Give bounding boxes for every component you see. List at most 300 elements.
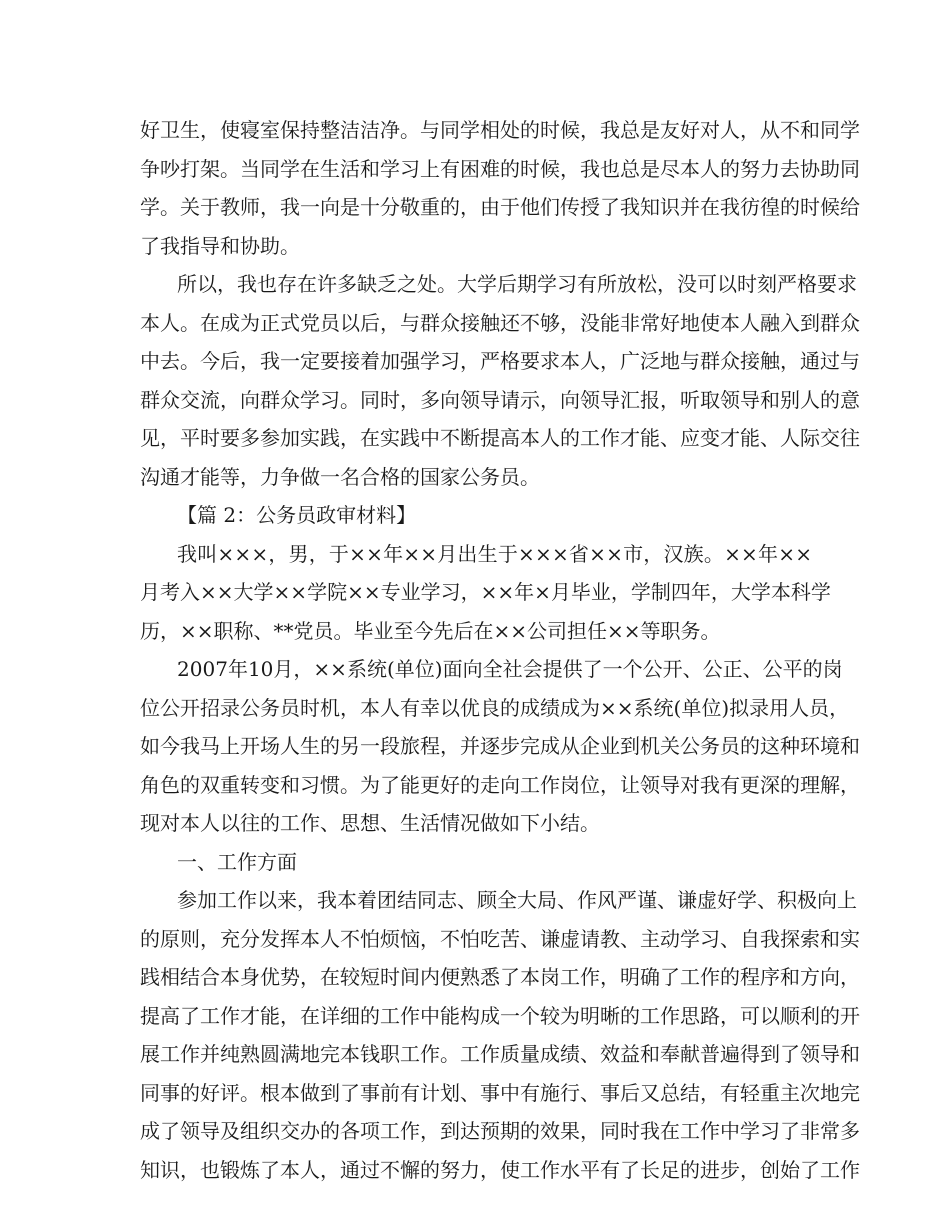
- glyph: 学: [810, 580, 831, 604]
- glyph: ×: [589, 541, 606, 566]
- glyph: 学: [420, 349, 440, 373]
- glyph: 格: [797, 272, 817, 296]
- glyph: 挥: [280, 926, 300, 951]
- glyph: 的: [740, 734, 760, 758]
- glyph: 的: [720, 156, 740, 181]
- glyph: 领: [580, 387, 600, 412]
- glyph: 间: [400, 965, 420, 989]
- glyph: ×: [497, 580, 515, 604]
- glyph: 和: [840, 1042, 860, 1066]
- glyph: 能: [640, 426, 660, 450]
- glyph: 月: [437, 541, 458, 566]
- glyph: 完: [520, 734, 540, 758]
- glyph: 今: [200, 349, 220, 373]
- glyph: 领: [460, 387, 480, 412]
- glyph: 事: [480, 1080, 500, 1105]
- glyph: 人: [280, 734, 300, 758]
- glyph: 了: [260, 1157, 280, 1182]
- glyph: 保: [280, 118, 300, 142]
- glyph: 使: [220, 118, 240, 142]
- glyph: 男: [288, 541, 309, 566]
- glyph: ，: [540, 387, 560, 412]
- glyph: 作: [480, 1042, 500, 1066]
- glyph: ×: [606, 541, 623, 566]
- glyph: 与: [680, 349, 700, 373]
- glyph: ，: [720, 1003, 740, 1028]
- glyph: 与: [840, 349, 860, 373]
- glyph: 的: [560, 426, 580, 450]
- glyph: 烦: [380, 926, 400, 951]
- glyph: 专: [380, 580, 401, 604]
- glyph: 、: [760, 426, 780, 450]
- glyph: ×: [216, 580, 234, 604]
- text-line: [140, 381, 860, 420]
- glyph: 积: [777, 888, 797, 912]
- glyph: 、: [580, 1080, 600, 1105]
- glyph: 主: [640, 926, 660, 951]
- glyph: 授: [580, 195, 600, 219]
- glyph: ×: [313, 657, 331, 681]
- glyph: 划: [440, 1080, 460, 1105]
- glyph: 习: [320, 387, 340, 412]
- glyph: 学: [300, 387, 320, 412]
- glyph: 作: [660, 1003, 680, 1028]
- glyph: 位: [140, 695, 160, 720]
- glyph: 主: [780, 1080, 800, 1105]
- glyph: 接: [460, 310, 480, 335]
- glyph: 十: [360, 195, 380, 219]
- glyph: 求: [837, 272, 857, 296]
- glyph: 本: [140, 310, 160, 335]
- glyph: 和: [640, 1042, 660, 1066]
- glyph: ，: [160, 426, 180, 450]
- glyph: 学: [477, 272, 497, 296]
- glyph: 有: [520, 1080, 540, 1105]
- glyph: 触: [760, 349, 780, 373]
- glyph: 极: [797, 888, 817, 912]
- glyph: 步: [500, 734, 520, 758]
- glyph: 习: [440, 580, 461, 604]
- glyph: 本: [520, 426, 540, 450]
- glyph: 步: [720, 1157, 740, 1182]
- glyph: 格: [500, 349, 520, 373]
- glyph: ，: [340, 695, 360, 720]
- glyph: 从: [760, 118, 780, 142]
- glyph: 群: [820, 310, 840, 335]
- glyph: 当: [240, 156, 260, 181]
- glyph: ，: [200, 118, 220, 142]
- glyph: 好: [140, 118, 160, 142]
- glyph: 所: [597, 272, 617, 296]
- glyph: 系: [633, 695, 654, 720]
- glyph: 以: [340, 310, 360, 335]
- glyph: ，: [740, 1157, 760, 1182]
- glyph: 于: [200, 195, 220, 219]
- glyph: 岗: [822, 657, 843, 681]
- glyph: 与: [400, 310, 420, 335]
- glyph: 平: [580, 1157, 600, 1182]
- glyph: 习: [440, 349, 460, 373]
- glyph: 使: [500, 1157, 520, 1182]
- glyph: 和: [840, 734, 860, 758]
- glyph: 工: [640, 1003, 660, 1028]
- glyph: 向: [820, 965, 840, 989]
- glyph: ×: [234, 541, 252, 566]
- glyph: 解: [820, 772, 840, 797]
- glyph: 传: [560, 195, 580, 219]
- glyph: 我: [700, 772, 720, 797]
- glyph: 身: [240, 965, 260, 989]
- glyph: 事: [600, 1080, 620, 1105]
- glyph: 人: [780, 426, 800, 450]
- glyph: 在: [300, 156, 320, 181]
- glyph: 好: [717, 888, 737, 912]
- glyph: 明: [620, 965, 640, 989]
- glyph: ，: [560, 310, 580, 335]
- glyph: 的: [780, 772, 800, 797]
- glyph: 团: [377, 888, 397, 912]
- glyph: 处: [500, 118, 520, 142]
- glyph: 吵: [160, 156, 180, 181]
- glyph: 地: [680, 310, 700, 335]
- glyph: ，: [700, 1080, 720, 1105]
- glyph: 多: [240, 426, 260, 450]
- glyph: 乏: [377, 272, 397, 296]
- glyph: 泛: [640, 349, 660, 373]
- glyph: 来: [277, 888, 297, 912]
- glyph: 公: [702, 657, 723, 681]
- glyph: ，: [840, 772, 860, 797]
- glyph: 足: [660, 1157, 680, 1182]
- glyph: 友: [660, 118, 680, 142]
- glyph: 是: [640, 118, 660, 142]
- glyph: ×: [217, 541, 235, 566]
- glyph: 导: [820, 1042, 840, 1066]
- glyph: 正: [260, 310, 280, 335]
- glyph: 利: [800, 1003, 820, 1028]
- glyph: 不: [380, 1157, 400, 1182]
- glyph: 本: [360, 695, 380, 720]
- glyph: 市: [623, 541, 644, 566]
- glyph: 到: [800, 310, 820, 335]
- glyph: 融: [760, 310, 780, 335]
- glyph: 深: [760, 772, 780, 797]
- glyph: 存: [277, 272, 297, 296]
- glyph: 提: [480, 426, 500, 450]
- glyph: 重: [760, 1080, 780, 1105]
- glyph: 各: [340, 1119, 360, 1143]
- glyph: 相: [160, 965, 180, 989]
- glyph: 于: [328, 541, 349, 566]
- glyph: 是: [340, 195, 360, 219]
- glyph: 严: [480, 349, 500, 373]
- glyph: 组: [240, 1119, 260, 1143]
- glyph: 群: [420, 310, 440, 335]
- glyph: 计: [420, 1080, 440, 1105]
- glyph: ×: [273, 580, 291, 604]
- glyph: 后: [360, 310, 380, 335]
- glyph: 知: [140, 1157, 160, 1182]
- glyph: 序: [760, 965, 780, 989]
- glyph: 要: [817, 272, 837, 296]
- glyph: 对: [680, 772, 700, 797]
- text-line: [140, 342, 860, 381]
- text-line: [140, 920, 860, 959]
- glyph: 本: [280, 1080, 300, 1105]
- glyph: 了: [780, 1119, 800, 1143]
- glyph: 高: [500, 426, 520, 450]
- glyph: 导: [600, 387, 620, 412]
- glyph: 效: [600, 1042, 620, 1066]
- glyph: 幸: [420, 695, 440, 720]
- glyph: 谦: [677, 888, 697, 912]
- glyph: 完: [840, 1080, 860, 1105]
- glyph: ，: [300, 965, 320, 989]
- glyph: 。: [437, 272, 457, 296]
- glyph: 时: [800, 195, 820, 219]
- glyph: 生: [477, 541, 498, 566]
- glyph: 人: [300, 1157, 320, 1182]
- glyph: 众: [160, 387, 180, 412]
- glyph: 顺: [780, 1003, 800, 1028]
- glyph: 种: [780, 734, 800, 758]
- glyph: 向: [240, 387, 260, 412]
- glyph: ×: [363, 580, 381, 604]
- glyph: 取: [700, 387, 720, 412]
- glyph: 考: [160, 580, 180, 604]
- glyph: 索: [800, 926, 820, 951]
- glyph: ×: [616, 695, 634, 720]
- glyph: 同: [417, 888, 437, 912]
- glyph: 要: [220, 426, 240, 450]
- glyph: 要: [520, 349, 540, 373]
- glyph: 众: [720, 349, 740, 373]
- glyph: 学: [253, 580, 274, 604]
- glyph: ×: [534, 580, 551, 604]
- glyph: 员: [809, 695, 830, 720]
- glyph: 本: [680, 156, 700, 181]
- glyph: 并: [200, 1042, 220, 1066]
- glyph: 企: [580, 734, 600, 758]
- glyph: 够: [540, 310, 560, 335]
- glyph: 岗: [540, 965, 560, 989]
- glyph: 详: [320, 1003, 340, 1028]
- glyph: 别: [780, 387, 800, 412]
- glyph: 之: [397, 272, 417, 296]
- glyph: 构: [460, 1003, 480, 1028]
- glyph: 的: [360, 1003, 380, 1028]
- glyph: 的: [820, 387, 840, 412]
- glyph: 可: [697, 272, 717, 296]
- glyph: 群: [140, 387, 160, 412]
- glyph: 群: [260, 387, 280, 412]
- glyph: 学: [737, 888, 757, 912]
- glyph: 单: [681, 695, 702, 720]
- glyph: 并: [680, 195, 700, 219]
- glyph: 候: [820, 195, 840, 219]
- glyph: 开: [240, 734, 260, 758]
- glyph: 的: [180, 1080, 200, 1105]
- glyph: 时: [380, 965, 400, 989]
- glyph: 作: [700, 965, 720, 989]
- glyph: 。: [180, 310, 200, 335]
- text-line: [140, 727, 860, 766]
- glyph: ，: [600, 772, 620, 797]
- glyph: ×: [200, 580, 217, 604]
- glyph: 不: [440, 426, 460, 450]
- glyph: 细: [340, 1003, 360, 1028]
- glyph: 在: [297, 272, 317, 296]
- glyph: 向: [560, 387, 580, 412]
- text-line: [140, 1074, 860, 1113]
- glyph: 拟: [729, 695, 750, 720]
- glyph: 炼: [240, 1157, 260, 1182]
- glyph: 月: [140, 580, 160, 604]
- glyph: 他: [520, 195, 540, 219]
- glyph: 钱: [360, 1042, 380, 1066]
- glyph: ，: [420, 926, 440, 951]
- glyph: ×: [778, 541, 795, 566]
- glyph: 同: [260, 156, 280, 181]
- glyph: 学: [420, 580, 441, 604]
- glyph: 逐: [480, 734, 500, 758]
- glyph: 奉: [660, 1042, 680, 1066]
- glyph: 用: [769, 695, 790, 720]
- glyph: 公: [240, 695, 260, 720]
- glyph: 成: [480, 1003, 500, 1028]
- glyph: 学: [307, 580, 328, 604]
- glyph: ×: [403, 541, 421, 566]
- glyph: 有: [400, 695, 420, 720]
- glyph: 尽: [660, 156, 680, 181]
- glyph: ×: [741, 541, 758, 566]
- glyph: 作: [600, 426, 620, 450]
- glyph: 同: [360, 387, 380, 412]
- glyph: 评: [220, 1080, 240, 1105]
- glyph: ，: [217, 272, 237, 296]
- glyph: 事: [160, 1080, 180, 1105]
- glyph: 理: [800, 772, 820, 797]
- glyph: 知: [640, 195, 660, 219]
- glyph: 境: [820, 734, 840, 758]
- glyph: 以: [717, 272, 737, 296]
- glyph: 困: [460, 156, 480, 181]
- glyph: 个: [622, 657, 643, 681]
- glyph: 众: [840, 310, 860, 335]
- glyph: 供: [562, 657, 583, 681]
- glyph: 松: [637, 272, 657, 296]
- glyph: 持: [300, 118, 320, 142]
- glyph: 学: [280, 156, 300, 181]
- glyph: 关: [660, 734, 680, 758]
- glyph: 恼: [400, 926, 420, 951]
- glyph: 生: [180, 118, 200, 142]
- glyph: 没: [677, 272, 697, 296]
- glyph: 能: [260, 1003, 280, 1028]
- glyph: 了: [340, 1080, 360, 1105]
- glyph: 定: [300, 349, 320, 373]
- glyph: 到: [440, 1119, 460, 1143]
- glyph: 是: [640, 156, 660, 181]
- glyph: 局: [537, 888, 557, 912]
- glyph: 习: [700, 926, 720, 951]
- glyph: 际: [800, 426, 820, 450]
- glyph: 非: [800, 1119, 820, 1143]
- glyph: 纯: [220, 1042, 240, 1066]
- glyph: 卫: [160, 118, 180, 142]
- glyph: 分: [380, 195, 400, 219]
- glyph: 候: [540, 156, 560, 181]
- glyph: 中: [420, 1003, 440, 1028]
- glyph: 办: [300, 1119, 320, 1143]
- glyph: 和: [780, 965, 800, 989]
- glyph: 工: [580, 426, 600, 450]
- glyph: 工: [200, 1003, 220, 1028]
- glyph: ，: [440, 734, 460, 758]
- glyph: ，: [460, 195, 480, 219]
- glyph: 叫: [197, 541, 218, 566]
- glyph: 实: [380, 426, 400, 450]
- glyph: 人: [580, 349, 600, 373]
- glyph: 本: [280, 1157, 300, 1182]
- glyph: 了: [380, 772, 400, 797]
- text-line-content: 历，××职称、**党员。毕业至今先后在××公司担任××等职务。: [140, 618, 721, 643]
- glyph: 的: [620, 1003, 640, 1028]
- glyph: 向: [440, 387, 460, 412]
- glyph: 机: [640, 734, 660, 758]
- glyph: 工: [380, 1003, 400, 1028]
- glyph: 作: [580, 965, 600, 989]
- glyph: 悉: [480, 965, 500, 989]
- glyph: 为: [360, 772, 380, 797]
- glyph: 遍: [720, 1042, 740, 1066]
- glyph: 旅: [400, 734, 420, 758]
- glyph: 对: [700, 118, 720, 142]
- glyph: 严: [617, 888, 637, 912]
- glyph: 教: [600, 926, 620, 951]
- glyph: 学: [460, 118, 480, 142]
- glyph: 务: [260, 695, 280, 720]
- glyph: 原: [160, 926, 180, 951]
- glyph: 践: [140, 965, 160, 989]
- glyph: ×: [480, 580, 498, 604]
- glyph: 确: [640, 965, 660, 989]
- glyph: 开: [662, 657, 683, 681]
- glyph: 人: [160, 310, 180, 335]
- glyph: 院: [327, 580, 348, 604]
- glyph: 接: [740, 349, 760, 373]
- glyph: 我: [260, 349, 280, 373]
- glyph: ，: [200, 926, 220, 951]
- glyph: 有: [440, 156, 460, 181]
- glyph: 努: [740, 156, 760, 181]
- glyph: 环: [800, 734, 820, 758]
- glyph: 汇: [620, 387, 640, 412]
- glyph: 机: [320, 695, 340, 720]
- glyph: 段: [380, 734, 400, 758]
- glyph: 作: [180, 1042, 200, 1066]
- glyph: 相: [480, 118, 500, 142]
- glyph: 进: [700, 1157, 720, 1182]
- glyph: 方: [800, 965, 820, 989]
- glyph: 年: [227, 657, 248, 681]
- glyph: 多: [420, 387, 440, 412]
- glyph: 参: [177, 888, 197, 912]
- glyph: ，: [268, 541, 289, 566]
- glyph: 圆: [260, 1042, 280, 1066]
- glyph: 常: [820, 1119, 840, 1143]
- glyph: 力: [760, 156, 780, 181]
